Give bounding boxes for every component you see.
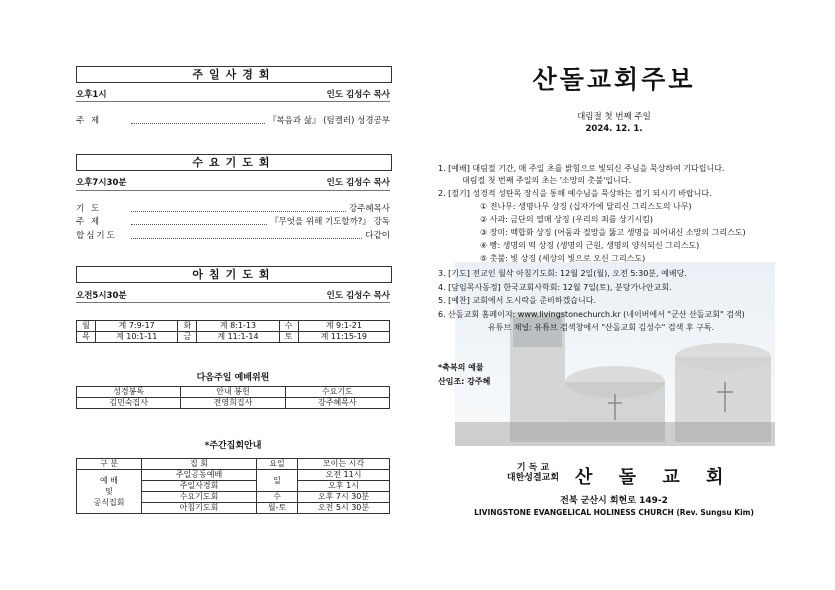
table-header: 집 회	[142, 459, 257, 470]
announcement-item: 4. [담임목사동정] 한국교회사학회: 12월 7일(토), 분당가나안교회.	[438, 283, 672, 292]
announcement-item: 5. [예찬] 교회에서 도시락을 준비하겠습니다.	[438, 296, 596, 305]
table-cell: 아침기도회	[142, 503, 257, 514]
wednesday-leader: 인도 김성수 목사	[326, 178, 390, 188]
table-cell: 계 11:1-14	[197, 332, 279, 343]
table-cell: 전영희집사	[181, 398, 285, 409]
church-address: 전북 군산시 회현로 149-2	[560, 496, 668, 506]
dot-leader	[131, 123, 265, 124]
table-cell: 수	[257, 492, 298, 503]
dot-leader	[131, 238, 362, 239]
schedule-table	[76, 458, 390, 514]
announcement-item: 유튜브 채널: 유튜브 검색창에서 "산돌교회 김성수" 검색 후 구독.	[488, 323, 715, 332]
sunday-section-title: 주일사경회	[76, 66, 392, 83]
table-row	[77, 398, 390, 409]
table-header: 모이는 시각	[298, 459, 390, 470]
sunday-leader: 인도 김성수 목사	[326, 90, 390, 100]
morning-leader: 인도 김성수 목사	[326, 291, 390, 301]
theme-label: 주 제	[76, 116, 102, 126]
offering-body: 산임조: 강주혜	[438, 377, 491, 386]
table-cell: 화	[178, 321, 197, 332]
theme-label: 주 제	[76, 217, 102, 227]
sunday-theme-row	[76, 114, 390, 126]
next-week-title: 다음주일 예배위원	[196, 373, 270, 383]
table-row	[77, 459, 390, 470]
wednesday-theme: 『무엇을 위해 기도할까?』 강독	[270, 217, 390, 227]
table-cell: 계 7:9-17	[96, 321, 178, 332]
table-cell: 강주혜목사	[285, 398, 389, 409]
wednesday-section-title: 수요기도회	[76, 154, 392, 171]
morning-time: 오전5시30분	[76, 291, 127, 301]
next-week-table	[76, 386, 390, 409]
wednesday-time: 오후7시30분	[76, 178, 127, 188]
table-cell: 일	[257, 470, 298, 492]
morning-section-title: 아침기도회	[76, 266, 392, 283]
wednesday-time-row	[76, 176, 390, 188]
prayer-label: 기 도	[76, 204, 102, 214]
table-row	[77, 332, 390, 343]
announcement-subitem: ② 사과: 금단의 열매 상징 (우리의 죄를 상기시킴)	[480, 215, 654, 224]
table-cell: 계 10:1-11	[96, 332, 178, 343]
wednesday-unison-row	[76, 229, 390, 241]
announcement-item: 6. 산돌교회 홈페이지: www.livingstonechurch.kr (네이버에서 "군산 산돌교회" 검색)	[438, 310, 745, 319]
table-row	[77, 387, 390, 398]
wednesday-theme-row	[76, 215, 390, 227]
table-cell: 수요기도	[285, 387, 389, 398]
offering-title: *축복의 예물	[438, 363, 484, 372]
divider	[76, 190, 390, 191]
table-header: 요일	[257, 459, 298, 470]
sunday-theme: 『복음과 삶』 (팀켈러) 성경공부	[267, 116, 390, 126]
morning-time-row	[76, 289, 390, 301]
table-cell: 계 9:1-21	[298, 321, 389, 332]
table-cell: 안내 봉헌	[181, 387, 285, 398]
announcement-subitem: ④ 빵: 생명의 떡 상징 (생명의 근원, 생명의 양식되신 그리스도)	[480, 241, 700, 250]
table-cell: 금	[178, 332, 197, 343]
sunday-time-row	[76, 88, 390, 100]
table-cell: 수	[279, 321, 298, 332]
announcement-subitem: ③ 장미: 백합화 상징 (어둠과 절망을 뚫고 생명을 피어내신 소망의 그리스도)	[480, 228, 746, 237]
divider	[76, 101, 390, 102]
table-cell: 오전 5시 30분	[298, 503, 390, 514]
table-row	[77, 321, 390, 332]
announcement-item: 3. [기도] 전교인 월삭 아침기도회: 12월 2일(월), 오전 5:30분, 예배당.	[438, 269, 687, 278]
table-cell: 목	[77, 332, 96, 343]
liturgical-subtitle: 대림절 첫 번째 주일	[577, 112, 651, 122]
dot-leader	[131, 211, 346, 212]
announcement-item: 1. [예배] 대림절 기간, 매 주일 초를 밝힘으로 빛되신 주님을 묵상하여 기다립니다.	[438, 164, 725, 173]
group-line: 공식집회	[93, 498, 125, 507]
church-english-name: LIVINGSTONE EVANGELICAL HOLINESS CHURCH (Rev. Sungsu Kim)	[474, 508, 754, 517]
table-cell: 성경봉독	[77, 387, 181, 398]
table-cell: 월	[77, 321, 96, 332]
sunday-time: 오후1시	[76, 90, 107, 100]
schedule-title: *주간집회안내	[204, 441, 262, 451]
table-cell: 월-토	[257, 503, 298, 514]
table-row	[77, 470, 390, 481]
table-cell: 계 11:15-19	[298, 332, 389, 343]
wednesday-prayer-row	[76, 202, 390, 214]
table-cell: 수요기도회	[142, 492, 257, 503]
table-cell: 계 8:1-13	[197, 321, 279, 332]
group-line: 예 배	[100, 476, 118, 485]
wednesday-unison: 다같이	[365, 231, 390, 241]
schedule-group	[77, 470, 142, 514]
table-cell: 토	[279, 332, 298, 343]
morning-reading-table	[76, 320, 390, 343]
announcement-item: 대림절 첫 번째 주일의 초는 '소망의 촛불'입니다.	[462, 176, 632, 185]
announcement-subitem: ⑤ 촛불: 빛 상징 (세상의 빛으로 오신 그리스도)	[480, 254, 646, 263]
table-cell: 오후 1시	[298, 481, 390, 492]
church-name: 산 돌 교 회	[575, 467, 734, 488]
bulletin-date: 2024. 12. 1.	[585, 124, 643, 134]
table-header: 구 분	[77, 459, 142, 470]
group-line: 및	[105, 487, 113, 496]
table-cell: 오전 11시	[298, 470, 390, 481]
church-denomination: 기 독 교 대한성결교회	[506, 463, 560, 483]
table-cell: 주일사경회	[142, 481, 257, 492]
bulletin-title: 산돌교회주보	[532, 65, 696, 94]
unison-label: 합심기도	[76, 231, 117, 241]
table-cell: 김민숙집사	[77, 398, 181, 409]
table-cell: 오후 7시 30분	[298, 492, 390, 503]
table-cell: 주일공동예배	[142, 470, 257, 481]
announcement-subitem: ① 전나무: 생명나무 상징 (십자가에 달리신 그리스도의 나무)	[480, 202, 692, 211]
divider	[76, 302, 390, 303]
wednesday-prayer: 강주혜목사	[348, 204, 390, 214]
dot-leader	[131, 224, 267, 225]
announcement-item: 2. [절기] 성경적 성탄목 장식을 통해 예수님을 묵상하는 절기 되시기 바랍니다.	[438, 189, 712, 198]
